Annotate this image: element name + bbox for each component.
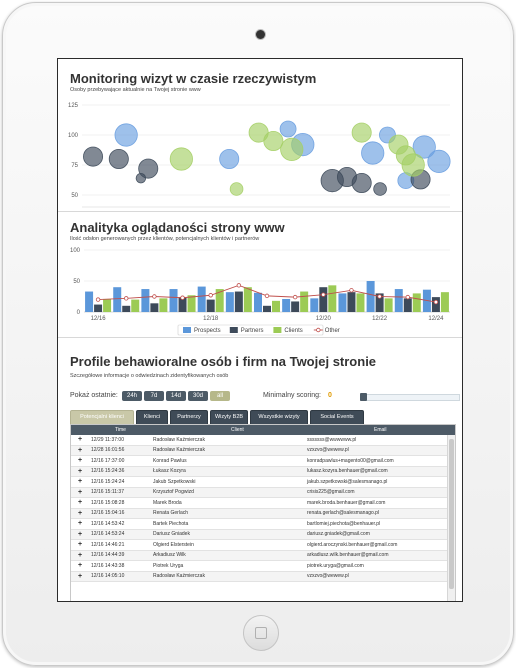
- expand-row-icon[interactable]: +: [71, 435, 89, 445]
- legend-swatch-partners: [230, 327, 238, 333]
- legend-label-clients: Clients: [284, 328, 303, 335]
- bar-prospects: [113, 287, 121, 312]
- expand-row-icon[interactable]: +: [71, 540, 89, 551]
- bubble-prospects: [428, 150, 450, 172]
- table-row[interactable]: [71, 466, 447, 477]
- expand-row-icon[interactable]: +: [71, 445, 89, 456]
- y-tick-label: 100: [67, 133, 78, 139]
- home-button[interactable]: [243, 615, 279, 651]
- expand-row-icon[interactable]: +: [71, 561, 89, 572]
- bubble-partners: [374, 183, 387, 196]
- table-row[interactable]: [71, 540, 447, 551]
- tab-potencjalni-klienci[interactable]: Potencjalni klienci: [70, 410, 134, 425]
- bar-partners: [263, 306, 271, 312]
- other-point: [350, 289, 354, 293]
- legend-swatch-clients: [273, 327, 281, 333]
- bar-prospects: [85, 292, 93, 312]
- bubble-clients: [402, 154, 424, 176]
- legend-swatch-point: [317, 328, 321, 332]
- bubble-clients: [230, 183, 243, 196]
- other-point: [265, 294, 269, 298]
- other-point: [237, 284, 241, 288]
- row-client: Jakub Szpetkowski: [151, 477, 305, 488]
- realtime-subtitle: Osoby przebywające aktualnie na Twojej stronie www: [70, 87, 201, 93]
- row-time: 12/16 14:53:24: [89, 529, 151, 540]
- bar-clients: [328, 285, 336, 312]
- visits-table: [70, 424, 456, 602]
- bar-partners: [207, 300, 215, 312]
- bar-clients: [413, 293, 421, 312]
- expand-row-icon[interactable]: +: [71, 456, 89, 467]
- tab-partnerzy[interactable]: Partnerzy: [170, 410, 208, 425]
- analytics-title: Analityka oglądaności strony www: [70, 220, 285, 235]
- bar-prospects: [338, 293, 346, 312]
- x-tick-label: 12/18: [203, 316, 219, 322]
- x-tick-label: 12/22: [372, 316, 388, 322]
- min-scoring-label: Minimalny scoring:: [263, 392, 321, 399]
- header-client[interactable]: Client: [231, 427, 244, 433]
- bar-partners: [291, 301, 299, 312]
- bar-partners: [122, 306, 130, 312]
- bubble-clients: [281, 138, 303, 160]
- row-time: 12/28 16:01:56: [89, 445, 151, 456]
- bar-partners: [347, 292, 355, 312]
- row-time: 12/16 14:44:39: [89, 550, 151, 561]
- table-row[interactable]: [71, 561, 447, 572]
- bar-prospects: [310, 298, 318, 312]
- bar-partners: [404, 298, 412, 312]
- bar-clients: [272, 301, 280, 312]
- header-email[interactable]: Email: [374, 427, 387, 433]
- bar-partners: [94, 305, 102, 312]
- row-client: Bartek Piechota: [151, 519, 305, 530]
- expand-row-icon[interactable]: +: [71, 519, 89, 530]
- table-row[interactable]: [71, 498, 447, 509]
- profiles-section: [58, 338, 462, 601]
- bubble-clients: [264, 131, 283, 150]
- other-point: [293, 295, 297, 299]
- row-time: 12/16 14:46:21: [89, 540, 151, 551]
- profiles-title: Profile behawioralne osób i firm na Twojej stronie: [70, 354, 377, 369]
- other-point: [181, 296, 185, 300]
- other-point: [124, 297, 128, 301]
- expand-row-icon[interactable]: +: [71, 466, 89, 477]
- bubble-partners: [83, 147, 102, 166]
- table-row[interactable]: [71, 445, 447, 456]
- bar-clients: [103, 299, 111, 312]
- tab-wszystkie-wizyty[interactable]: Wszystkie wizyty: [250, 410, 308, 425]
- table-row[interactable]: [71, 519, 447, 530]
- legend-label-other: Other: [324, 328, 340, 335]
- row-email: sssssss@wwwwww.pl: [305, 435, 447, 445]
- bar-clients: [356, 293, 364, 312]
- row-email: renata.gerlach@salesmanago.pl: [305, 508, 447, 519]
- bar-prospects: [254, 293, 262, 312]
- bar-prospects: [141, 289, 149, 312]
- expand-row-icon[interactable]: +: [71, 571, 89, 582]
- row-client: Piotrek Uryga: [151, 561, 305, 572]
- y-tick-label: 50: [71, 193, 78, 199]
- bubble-clients: [170, 148, 192, 170]
- row-time: 12/16 15:08:28: [89, 498, 151, 509]
- camera-icon: [256, 30, 265, 39]
- other-point: [209, 293, 213, 297]
- legend-label-partners: Partners: [240, 328, 264, 335]
- row-email: piotrek.uryga@gmail.com: [305, 561, 447, 572]
- tab-wizyty-b2b[interactable]: Wizyty B2B: [210, 410, 248, 425]
- row-time: 12/16 15:11:37: [89, 487, 151, 498]
- visit-tabs: [70, 410, 450, 424]
- table-row[interactable]: [71, 571, 447, 582]
- range-all-button[interactable]: all: [210, 391, 230, 401]
- bar-prospects: [367, 281, 375, 312]
- y-tick-label: 125: [67, 103, 78, 109]
- bubble-prospects: [362, 142, 384, 164]
- chart-legend: [178, 325, 340, 335]
- row-client: Arkadiusz Wilk: [151, 550, 305, 561]
- row-email: bartlomiej.piechota@benhauer.pl: [305, 519, 447, 530]
- table-row[interactable]: [71, 477, 447, 488]
- min-scoring-value: 0: [328, 392, 332, 399]
- row-time: 12/16 15:24:24: [89, 477, 151, 488]
- bubble-partners: [352, 173, 371, 192]
- row-client: Łukasz Kozyra: [151, 466, 305, 477]
- analytics-subtitle: Ilość odsłon generowanych przez klientów, potencjalnych klientów i partnerów: [70, 236, 260, 242]
- row-email: jakub.szpetkowski@salesmanago.pl: [305, 477, 447, 488]
- row-client: Radosław Kaźmierczak: [151, 445, 305, 456]
- bar-clients: [441, 292, 449, 312]
- table-scrollbar-thumb[interactable]: [449, 439, 454, 589]
- legend-swatch-prospects: [183, 327, 191, 333]
- row-client: Dariusz Gniadek: [151, 529, 305, 540]
- expand-row-icon[interactable]: +: [71, 487, 89, 498]
- row-email: vzxzvo@wewew.pl: [305, 445, 447, 456]
- bar-prospects: [198, 287, 206, 312]
- bar-prospects: [226, 292, 234, 312]
- range-30d-button[interactable]: 30d: [188, 391, 208, 401]
- y-tick-label: 50: [73, 279, 80, 285]
- profiles-subtitle: Szczegółowe informacje o odwiedzinach zidentyfikowanych osób: [70, 373, 229, 379]
- realtime-title: Monitoring wizyt w czasie rzeczywistym: [70, 71, 317, 86]
- show-last-label: Pokaż ostatnie:: [70, 392, 118, 399]
- y-tick-label: 0: [76, 310, 80, 316]
- legend-label-prospects: Prospects: [194, 328, 221, 335]
- row-time: 12/16 15:24:36: [89, 466, 151, 477]
- tab-social-events[interactable]: Social Events: [310, 410, 364, 425]
- row-email: marek.broda.benhauer@gmail.com: [305, 498, 447, 509]
- analytics-bar-chart: [58, 242, 462, 336]
- row-time: 12/16 14:53:42: [89, 519, 151, 530]
- table-row[interactable]: [71, 487, 447, 498]
- other-point: [378, 295, 382, 299]
- row-email: konradpawlus+magento00@gmail.com: [305, 456, 447, 467]
- y-tick-label: 75: [71, 163, 78, 169]
- row-client: Radosław Kaźmierczak: [151, 435, 305, 445]
- analytics-section: [58, 212, 462, 336]
- bar-clients: [385, 298, 393, 312]
- bubble-clients: [352, 123, 371, 142]
- row-time: 12/16 14:05:10: [89, 571, 151, 582]
- filter-bar: [70, 391, 460, 403]
- row-time: 12/16 14:43:38: [89, 561, 151, 572]
- row-time: 12/16 15:04:16: [89, 508, 151, 519]
- row-time: 12/29 11:37:00: [89, 435, 151, 445]
- row-client: Renata Gerlach: [151, 508, 305, 519]
- bar-prospects: [282, 299, 290, 312]
- bar-partners: [150, 303, 158, 312]
- table-scrollbar[interactable]: [447, 435, 455, 602]
- other-point: [153, 295, 157, 299]
- y-tick-label: 100: [69, 248, 80, 254]
- row-client: Konrad Pawlus: [151, 456, 305, 467]
- scoring-slider-track[interactable]: [360, 394, 460, 401]
- table-body: [71, 435, 447, 582]
- bar-prospects: [170, 289, 178, 312]
- bar-clients: [159, 298, 167, 312]
- range-24h-button[interactable]: 24h: [122, 391, 142, 401]
- realtime-bubble-chart: [58, 95, 462, 211]
- bar-clients: [188, 295, 196, 312]
- bubble-prospects: [115, 124, 137, 146]
- row-email: olgierd.aroczynski.benhauer@gmail.com: [305, 540, 447, 551]
- bar-clients: [131, 300, 139, 312]
- range-7d-button[interactable]: 7d: [144, 391, 164, 401]
- screen: [57, 58, 463, 602]
- other-point: [96, 298, 100, 302]
- x-tick-label: 12/20: [315, 316, 331, 322]
- bubble-prospects: [280, 121, 296, 137]
- bar-clients: [244, 287, 252, 312]
- x-tick-label: 12/16: [90, 316, 106, 322]
- header-time[interactable]: Time: [115, 427, 126, 433]
- row-email: arkadiusz.wilk.benhauer@gmail.com: [305, 550, 447, 561]
- range-14d-button[interactable]: 14d: [166, 391, 186, 401]
- expand-row-icon[interactable]: +: [71, 529, 89, 540]
- row-email: dariusz.gniadek@gmail.com: [305, 529, 447, 540]
- row-email: lukasz.kozyra.benhauer@gmail.com: [305, 466, 447, 477]
- table-row[interactable]: [71, 508, 447, 519]
- bar-partners: [319, 287, 327, 312]
- realtime-section: [58, 59, 462, 211]
- other-point: [322, 293, 326, 297]
- bubble-prospects: [220, 149, 239, 168]
- bar-clients: [300, 292, 308, 312]
- row-client: Krzysztof Pogwizd: [151, 487, 305, 498]
- bar-partners: [235, 292, 243, 312]
- other-point: [406, 295, 410, 299]
- expand-row-icon[interactable]: +: [71, 498, 89, 509]
- row-client: Radosław Kaźmierczak: [151, 571, 305, 582]
- tab-klienci[interactable]: Klienci: [136, 410, 168, 425]
- bubble-partners: [136, 173, 146, 183]
- table-row[interactable]: [71, 456, 447, 467]
- scoring-slider-handle[interactable]: [360, 393, 367, 401]
- row-email: crisis225@gmail.com: [305, 487, 447, 498]
- expand-row-icon[interactable]: +: [71, 550, 89, 561]
- table-header: [71, 425, 455, 435]
- expand-row-icon[interactable]: +: [71, 508, 89, 519]
- home-icon: [255, 627, 267, 639]
- table-row[interactable]: [71, 529, 447, 540]
- table-row[interactable]: [71, 435, 447, 445]
- bar-partners: [432, 297, 440, 312]
- row-client: Olgierd Elsterstein: [151, 540, 305, 551]
- row-email: vzxzvo@wewew.pl: [305, 571, 447, 582]
- row-client: Marek Broda: [151, 498, 305, 509]
- x-tick-label: 12/24: [428, 316, 444, 322]
- bubble-partners: [109, 149, 128, 168]
- other-point: [434, 300, 438, 304]
- expand-row-icon[interactable]: +: [71, 477, 89, 488]
- table-row[interactable]: [71, 550, 447, 561]
- bar-prospects: [395, 289, 403, 312]
- row-time: 12/16 17:37:00: [89, 456, 151, 467]
